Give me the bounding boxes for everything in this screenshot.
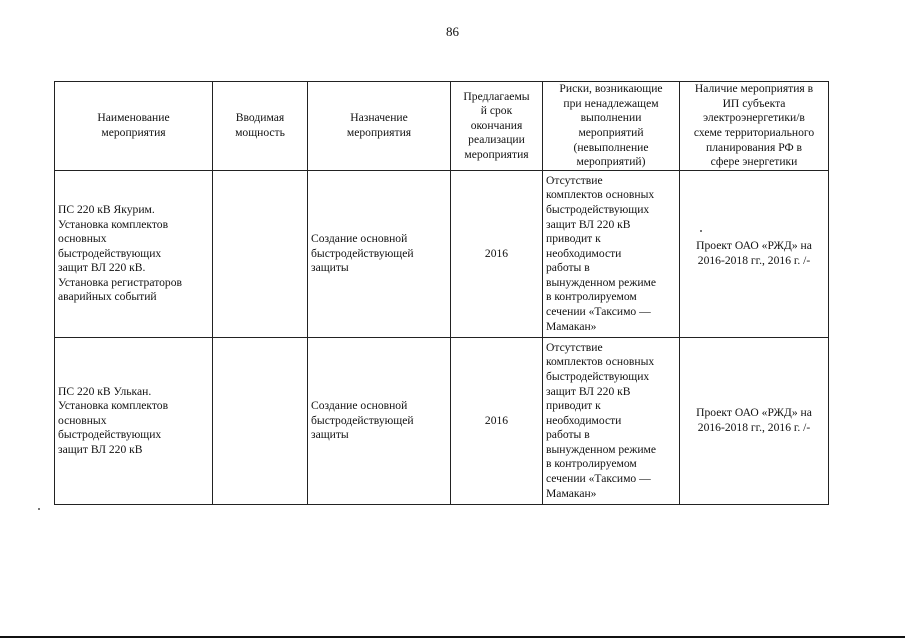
row-plan-cell bbox=[680, 338, 829, 505]
row-purpose-cell bbox=[308, 171, 451, 338]
row-name-text: ПС 220 кВ Улькан. Установка комплектов основных быстродействующих защит ВЛ 220 кВ bbox=[58, 384, 169, 456]
row-name-text: ПС 220 кВ Якурим. Установка комплектов основных быстродействующих защит ВЛ 220 кВ. Установка регистраторов аварийных событий bbox=[58, 202, 182, 304]
scan-speck bbox=[700, 230, 702, 232]
row-purpose-text: Создание основной быстродействующей защиты bbox=[311, 232, 414, 275]
scan-bottom-edge bbox=[0, 636, 905, 638]
table-header bbox=[55, 82, 829, 171]
page-number: 86 bbox=[446, 24, 459, 39]
header-plan-text: Наличие мероприятия в ИП субъекта электроэнергетики/в схеме территориального планирования РФ в сфере энергетики bbox=[693, 82, 815, 169]
row-year-cell bbox=[451, 171, 543, 338]
header-purpose-text: Назначение мероприятия bbox=[346, 111, 412, 139]
row-plan-text: Проект ОАО «РЖД» на 2016-2018 гг., 2016 г. /- bbox=[696, 406, 812, 434]
row-name-cell bbox=[55, 171, 213, 338]
header-deadline bbox=[451, 82, 543, 171]
table-row bbox=[55, 171, 829, 338]
row-power-cell bbox=[213, 338, 308, 505]
row-risk-cell bbox=[543, 171, 680, 338]
row-purpose-text: Создание основной быстродействующей защиты bbox=[311, 399, 414, 442]
row-year-text: 2016 bbox=[484, 246, 509, 260]
header-risks-text: Риски, возникающие при ненадлежащем выполнении мероприятий (невыполнение мероприятий) bbox=[559, 82, 663, 169]
row-power-cell bbox=[213, 171, 308, 338]
row-name-cell bbox=[55, 338, 213, 505]
row-risk-text: Отсутствие комплектов основных быстродействующих защит ВЛ 220 кВ приводит к необходимости работы в вынужденном режиме в контролируемом сечении «Таксимо — Мамакан» bbox=[546, 173, 657, 333]
row-risk-cell bbox=[543, 338, 680, 505]
header-risks bbox=[543, 82, 680, 171]
header-name-text: Наименование мероприятия bbox=[97, 111, 170, 139]
row-risk-text: Отсутствие комплектов основных быстродействующих защит ВЛ 220 кВ приводит к необходимости работы в вынужденном режиме в контролируемом сечении «Таксимо — Мамакан» bbox=[546, 340, 657, 500]
header-power bbox=[213, 82, 308, 171]
scan-speck bbox=[38, 508, 40, 510]
row-purpose-cell bbox=[308, 338, 451, 505]
header-name bbox=[55, 82, 213, 171]
header-power-text: Вводимая мощность bbox=[235, 111, 285, 139]
row-year-text: 2016 bbox=[484, 413, 509, 427]
row-plan-text: Проект ОАО «РЖД» на 2016-2018 гг., 2016 г. /- bbox=[696, 239, 812, 267]
row-year-cell bbox=[451, 338, 543, 505]
header-plan bbox=[680, 82, 829, 171]
row-plan-cell bbox=[680, 171, 829, 338]
header-deadline-text: Предлагаемы й срок окончания реализации мероприятия bbox=[463, 89, 530, 161]
table-row bbox=[55, 338, 829, 505]
measures-table bbox=[54, 81, 829, 505]
table-header-row bbox=[55, 82, 829, 171]
header-purpose bbox=[308, 82, 451, 171]
